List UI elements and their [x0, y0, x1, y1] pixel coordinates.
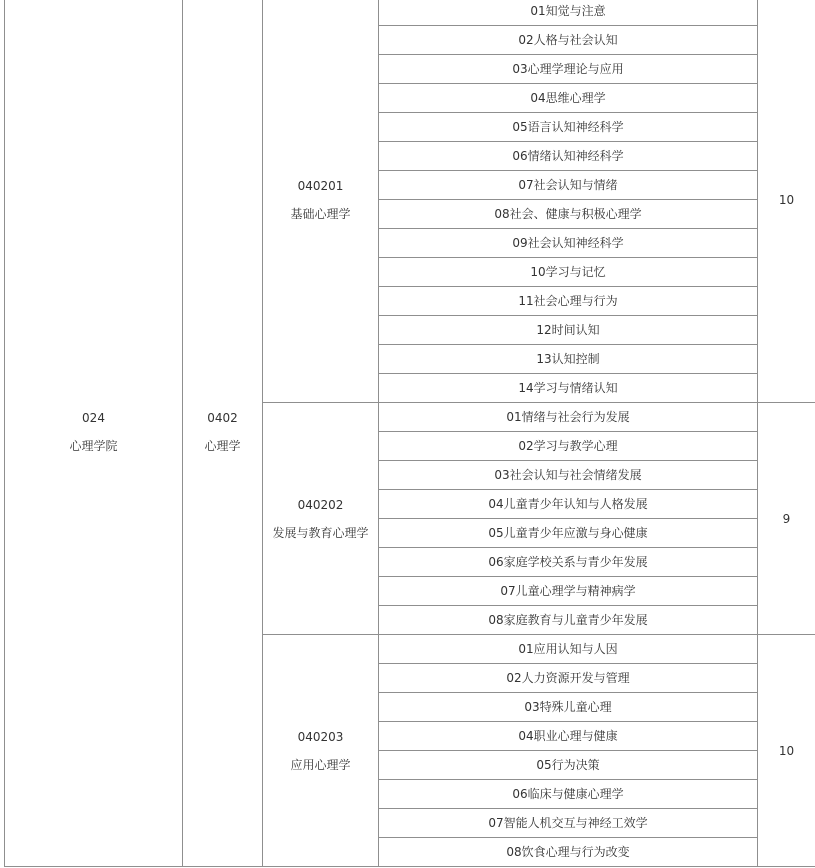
direction-cell: 10学习与记忆: [379, 258, 758, 287]
direction-cell: 14学习与情绪认知: [379, 374, 758, 403]
direction-cell: 07儿童心理学与精神病学: [379, 577, 758, 606]
discipline-cell: [183, 0, 263, 867]
direction-cell: 11社会心理与行为: [379, 287, 758, 316]
school-cell: [5, 0, 183, 867]
direction-cell: 06情绪认知神经科学: [379, 142, 758, 171]
major-name: 基础心理学: [263, 206, 378, 222]
direction-cell: 03特殊儿童心理: [379, 693, 758, 722]
direction-cell: 13认知控制: [379, 345, 758, 374]
direction-cell: 04职业心理与健康: [379, 722, 758, 751]
major-code: 040201: [263, 178, 378, 194]
direction-cell: 03心理学理论与应用: [379, 55, 758, 84]
direction-cell: 02人力资源开发与管理: [379, 664, 758, 693]
direction-cell: 06家庭学校关系与青少年发展: [379, 548, 758, 577]
major-cell: [263, 635, 379, 867]
discipline-code: 0402: [183, 410, 262, 426]
count-cell: 10: [758, 0, 815, 403]
major-name: 发展与教育心理学: [263, 525, 378, 541]
major-cell: [263, 403, 379, 635]
direction-cell: 02人格与社会认知: [379, 26, 758, 55]
direction-cell: 07智能人机交互与神经工效学: [379, 809, 758, 838]
direction-cell: 01情绪与社会行为发展: [379, 403, 758, 432]
direction-cell: 01知觉与注意: [379, 0, 758, 26]
direction-cell: 08家庭教育与儿童青少年发展: [379, 606, 758, 635]
count-cell: 9: [758, 403, 815, 635]
school-name: 心理学院: [5, 438, 182, 454]
direction-cell: 04儿童青少年认知与人格发展: [379, 490, 758, 519]
direction-cell: 07社会认知与情绪: [379, 171, 758, 200]
major-name: 应用心理学: [263, 757, 378, 773]
direction-cell: 05语言认知神经科学: [379, 113, 758, 142]
program-table: [4, 0, 815, 867]
direction-cell: 06临床与健康心理学: [379, 780, 758, 809]
direction-cell: 08饮食心理与行为改变: [379, 838, 758, 867]
major-code: 040202: [263, 497, 378, 513]
direction-cell: 05行为决策: [379, 751, 758, 780]
discipline-name: 心理学: [183, 438, 262, 454]
direction-cell: 09社会认知神经科学: [379, 229, 758, 258]
direction-cell: 03社会认知与社会情绪发展: [379, 461, 758, 490]
direction-cell: 01应用认知与人因: [379, 635, 758, 664]
major-cell: [263, 0, 379, 403]
count-cell: 10: [758, 635, 815, 867]
direction-cell: 04思维心理学: [379, 84, 758, 113]
direction-cell: 05儿童青少年应激与身心健康: [379, 519, 758, 548]
direction-cell: 12时间认知: [379, 316, 758, 345]
direction-cell: 02学习与教学心理: [379, 432, 758, 461]
school-code: 024: [5, 410, 182, 426]
major-code: 040203: [263, 729, 378, 745]
direction-cell: 08社会、健康与积极心理学: [379, 200, 758, 229]
